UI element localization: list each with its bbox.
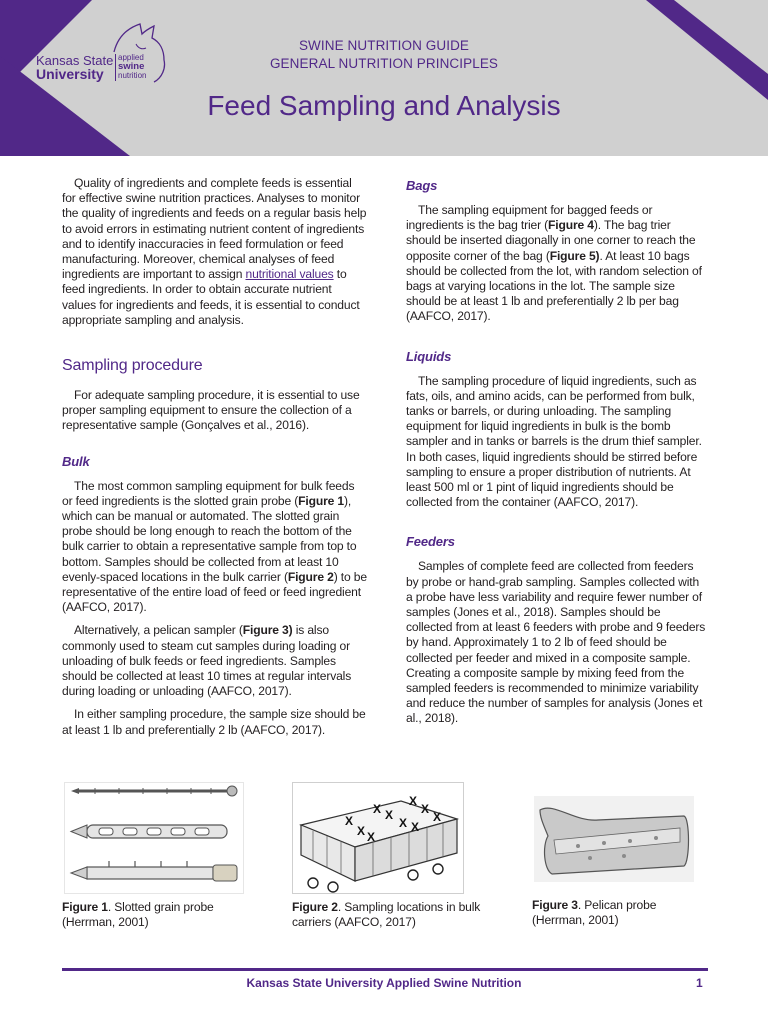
figure-1-caption: Figure 1. Slotted grain probe (Herrman, 2001): [62, 900, 214, 929]
svg-text:X: X: [411, 820, 420, 834]
left-column: [62, 176, 367, 746]
figure-3-caption: Figure 3. Pelican probe (Herrman, 2001): [532, 898, 657, 927]
subheading-feeders: Feeders: [406, 534, 455, 550]
footer-divider: [62, 968, 708, 971]
bulk-paragraph-3: In either sampling procedure, the sample size should be at least 1 lb and preferentially 2 lb (AAFCO, 2017).: [62, 707, 366, 737]
svg-text:X: X: [373, 802, 382, 816]
page-number: 1: [696, 976, 703, 990]
svg-text:X: X: [409, 794, 418, 808]
ksu-logo: [36, 22, 176, 86]
figure-2-caption: Figure 2. Sampling locations in bulk carriers (AAFCO, 2017): [292, 900, 481, 929]
bulk-paragraph-1: The most common sampling equipment for bulk feeds or feed ingredients is the slotted grain probe (Figure 1), which can be manual or automated. The slotted grain probe should be long enough to reach the bottom of the bulk carrier to obtain a representative sample from top to bottom. Samples should be collected from at least 10 evenly-spaced locations in the bulk carrier (Figure 2) to be representative of the entire load of feed or feed ingredient (AAFCO, 2017).: [62, 478, 367, 615]
page-title: Feed Sampling and Analysis: [207, 90, 561, 121]
svg-text:X: X: [385, 808, 394, 822]
liquids-paragraph: The sampling procedure of liquid ingredients, such as fats, oils, and amino acids, can be performed from bulk, tanks or barrels, or during unloading. The sampling equipment for liquid ingredients in bulk is the bomb sampler and in tanks or barrels is the drum thief sampler. In both cases, liquid ingredients should be stirred before sampling to ensure a proper distribution of nutrients. At least 500 ml or 1 pint of liquid ingredients should be collected from the container (AAFCO, 2017).: [406, 373, 702, 510]
intro-paragraph: Quality of ingredients and complete feeds is essential for effective swine nutrition practices. Analyses to monitor the quality of ingredients and feeds on a regular basis help to avoid errors in estimating nutrient content of ingredients and to identify inaccuracies in feed formulation or feed manufacturing. Moreover, chemical analyses of feed ingredients are important to assign nutritional values to feed ingredients. In order to obtain accurate nutrient values for ingredients and feeds, it is essential to conduct appropriate sampling and analysis.: [62, 176, 367, 327]
feeders-paragraph: Samples of complete feed are collected from feeders by probe or hand-grab sampling. Samples collected with a probe have less variability and require fewer number of samples (Jones et al., 2018). Samples should be collected from at least 6 feeders with probe and 9 feeders by hand. Approximately 1 to 2 lb of feed should be collected per feeder and mixed in a composite sample. Creating a composite sample by mixing feed from the sampled feeders is recommended to minimize variability and reduce the number of samples for analysis (Jones et al., 2018).: [406, 559, 706, 726]
figure-2-image: [292, 782, 464, 894]
figure-3-image: [534, 796, 694, 882]
nutritional-values-link[interactable]: nutritional values: [245, 267, 334, 282]
sampling-paragraph: For adequate sampling procedure, it is essential to use proper sampling equipment to ensure the collection of a representative sample (Gonçalves et al., 2016).: [62, 388, 360, 433]
bags-paragraph: The sampling equipment for bagged feeds or ingredients is the bag trier (Figure 4). The bag trier should be inserted diagonally in one corner to reach the opposite corner of the bag (Figure 5). At least 10 bags should be collected from the lot, with random selection of bags at varying locations in the lot. The sample size should be at least 1 lb and preferentially 2 lb per bag (AAFCO, 2017).: [406, 203, 702, 324]
svg-text:X: X: [345, 814, 354, 828]
right-column: [406, 178, 706, 735]
subheading-bags: Bags: [406, 178, 438, 193]
svg-text:X: X: [367, 830, 376, 844]
series-title: SWINE NUTRITION GUIDE: [298, 38, 470, 53]
section-heading-sampling: Sampling procedure: [62, 357, 203, 375]
figure-5-ref: Figure 5): [549, 248, 600, 263]
header-band: [0, 0, 768, 156]
svg-text:X: X: [421, 802, 430, 816]
figure-4-ref: Figure 4: [548, 218, 594, 233]
figure-2-ref: Figure 2: [287, 569, 334, 584]
figure-1-ref: Figure 1: [298, 493, 345, 508]
svg-text:X: X: [399, 816, 408, 830]
logo-tagline: applied swine nutrition: [118, 53, 147, 80]
figure-1-image: [64, 782, 244, 894]
subheading-liquids: Liquids: [406, 348, 452, 364]
svg-text:X: X: [357, 824, 366, 838]
bulk-paragraph-2: Alternatively, a pelican sampler (Figure 3) is also commonly used to steam cut samples during loading or unloading of bulk feeds or feed ingredients. Samples should be collected at least 10 times at regular intervals during loading or unloading (AAFCO, 2017).: [62, 623, 352, 699]
series-subtitle: GENERAL NUTRITION PRINCIPLES: [269, 56, 499, 71]
figure-3-ref: Figure 3): [242, 623, 293, 638]
subheading-bulk: Bulk: [62, 453, 90, 469]
svg-text:X: X: [433, 810, 442, 824]
logo-line-2: University: [36, 66, 104, 82]
footer-title: Kansas State University Applied Swine Nutrition: [246, 976, 522, 990]
logo-line-1: Kansas State: [36, 53, 114, 68]
